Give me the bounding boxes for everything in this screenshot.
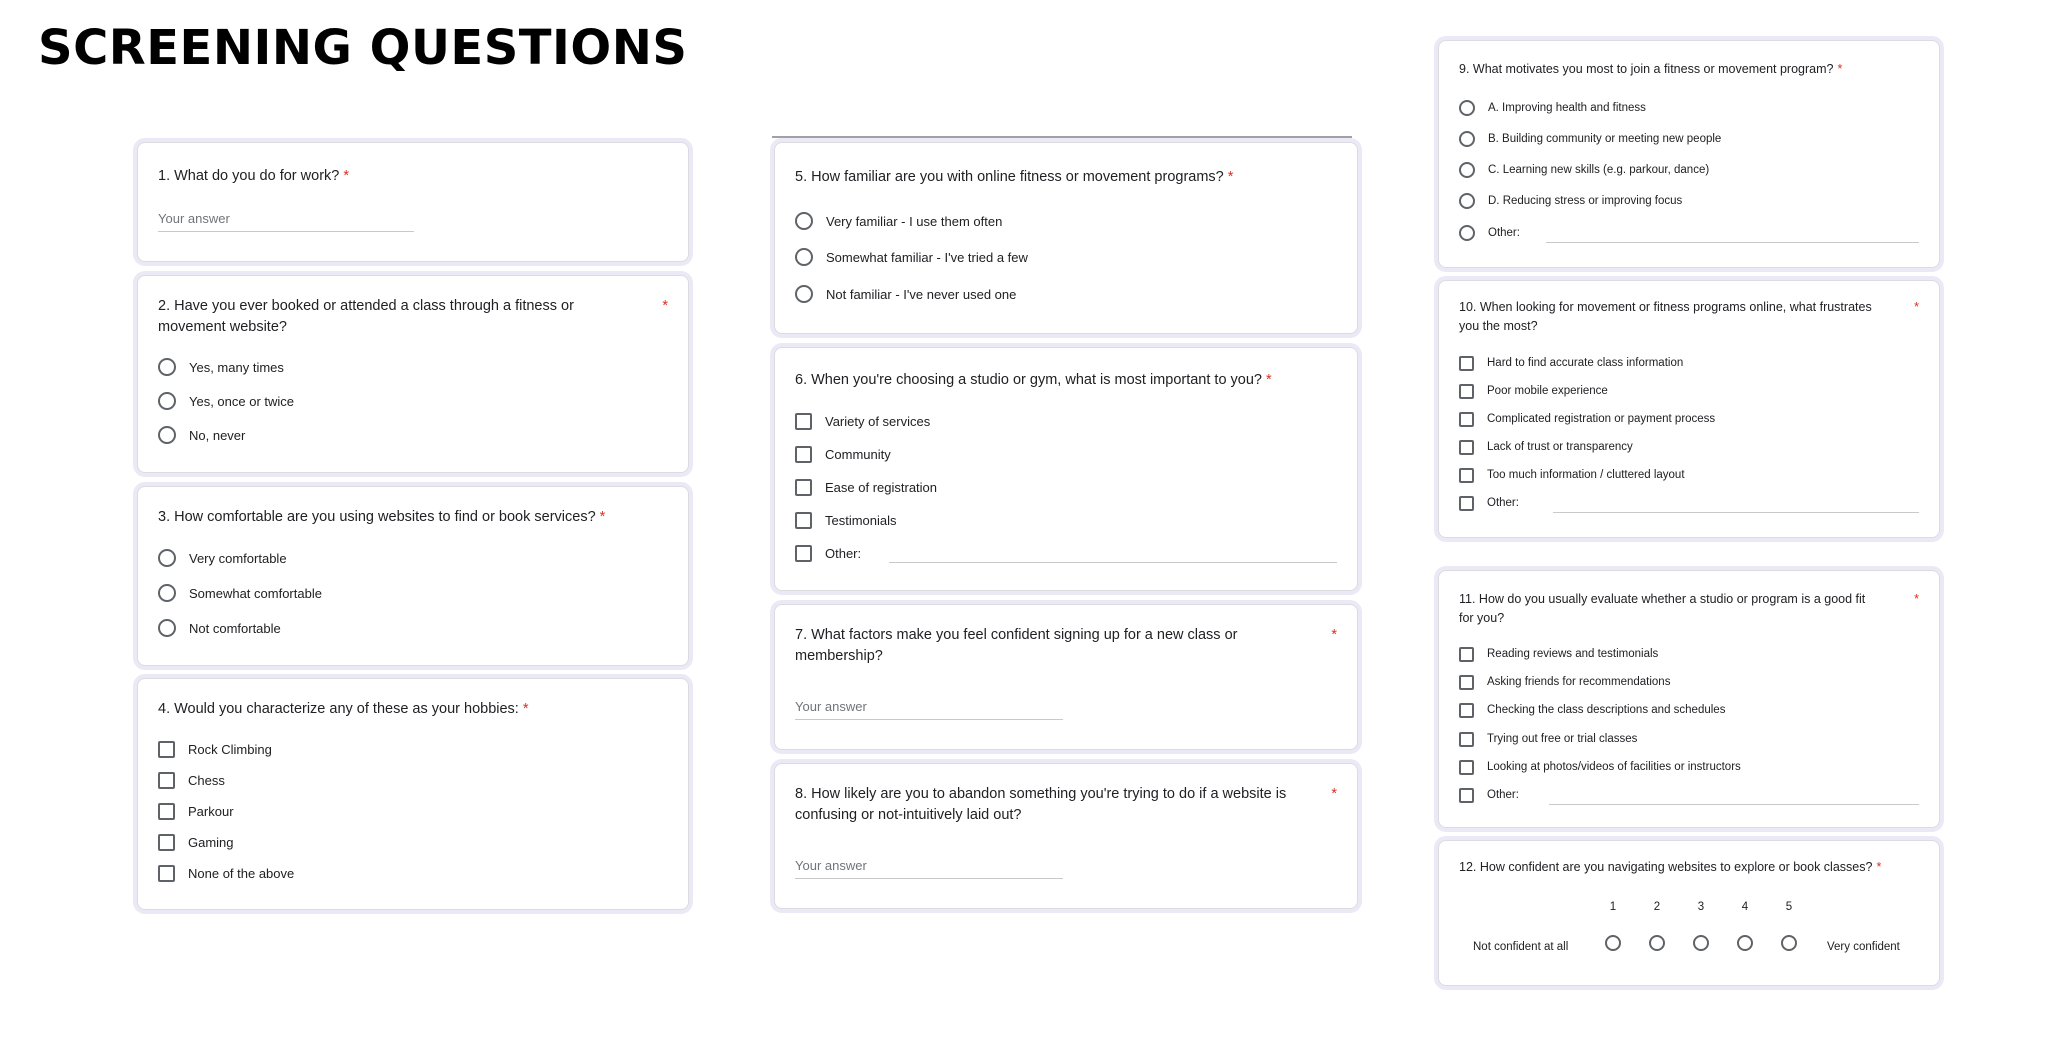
other-input[interactable] [1546, 224, 1919, 243]
checkbox-option-other[interactable]: Other: [1459, 784, 1919, 806]
question-label: 10. When looking for movement or fitness programs online, what frustrates you the most? * [1459, 300, 1919, 333]
radio-option[interactable]: D. Reducing stress or improving focus [1459, 190, 1919, 212]
question-card-3 [137, 486, 689, 666]
checkbox[interactable] [795, 512, 812, 529]
checkbox[interactable] [1459, 356, 1474, 371]
checkbox[interactable] [1459, 788, 1474, 803]
radio-button[interactable] [795, 248, 813, 266]
radio-button[interactable] [158, 426, 176, 444]
question-card-4 [137, 678, 689, 910]
radio-option[interactable]: Somewhat familiar - I've tried a few [795, 246, 1337, 268]
radio-button[interactable] [158, 392, 176, 410]
scale-number: 1 [1609, 901, 1617, 913]
question-card-2 [137, 275, 689, 473]
radio-button[interactable] [158, 619, 176, 637]
checkbox[interactable] [795, 479, 812, 496]
scale-low-label: Not confident at all [1473, 941, 1569, 953]
radio-option-other[interactable]: Other: [1459, 222, 1919, 244]
radio-button[interactable] [1459, 162, 1475, 178]
question-card-6 [774, 347, 1358, 591]
scale-radio-2[interactable] [1649, 935, 1665, 951]
scale-number: 4 [1741, 901, 1749, 913]
question-label: 5. How familiar are you with online fitness or movement programs? * [795, 169, 1234, 185]
checkbox-option[interactable]: Complicated registration or payment process [1459, 408, 1919, 430]
checkbox[interactable] [1459, 496, 1474, 511]
question-card-8 [774, 763, 1358, 909]
checkbox[interactable] [1459, 675, 1474, 690]
checkbox[interactable] [1459, 412, 1474, 427]
checkbox[interactable] [1459, 703, 1474, 718]
checkbox-option[interactable]: Trying out free or trial classes [1459, 728, 1919, 750]
checkbox-option-other[interactable]: Other: [795, 542, 1337, 564]
radio-button[interactable] [1459, 193, 1475, 209]
question-card-11 [1438, 570, 1940, 828]
page-title: SCREENING QUESTIONS [38, 20, 688, 76]
radio-button[interactable] [795, 212, 813, 230]
radio-option[interactable]: Very familiar - I use them often [795, 210, 1337, 232]
question-card-10 [1438, 280, 1940, 538]
question-label: 9. What motivates you most to join a fitness or movement program? * [1459, 62, 1843, 76]
checkbox[interactable] [1459, 440, 1474, 455]
radio-option[interactable]: Somewhat comfortable [158, 582, 668, 604]
radio-button[interactable] [795, 285, 813, 303]
checkbox-option[interactable]: Community [795, 443, 1337, 465]
radio-option[interactable]: No, never [158, 424, 668, 446]
question-card-7 [774, 604, 1358, 750]
radio-option[interactable]: Yes, once or twice [158, 390, 668, 412]
confidence-factors-input[interactable]: Your answer [795, 697, 1063, 720]
radio-button[interactable] [158, 358, 176, 376]
radio-button[interactable] [1459, 225, 1475, 241]
checkbox[interactable] [158, 803, 175, 820]
checkbox[interactable] [1459, 760, 1474, 775]
abandon-likelihood-input[interactable]: Your answer [795, 856, 1063, 879]
checkbox-option[interactable]: Gaming [158, 831, 668, 853]
checkbox-option[interactable]: Hard to find accurate class information [1459, 352, 1919, 374]
other-input[interactable] [1549, 786, 1919, 805]
checkbox-option[interactable]: Ease of registration [795, 476, 1337, 498]
checkbox-option[interactable]: Poor mobile experience [1459, 380, 1919, 402]
scale-radio-1[interactable] [1605, 935, 1621, 951]
checkbox[interactable] [158, 865, 175, 882]
checkbox[interactable] [795, 545, 812, 562]
checkbox-option[interactable]: Checking the class descriptions and schedules [1459, 699, 1919, 721]
card-top-divider [772, 136, 1352, 138]
checkbox[interactable] [795, 413, 812, 430]
scale-number: 3 [1697, 901, 1705, 913]
checkbox-option-other[interactable]: Other: [1459, 492, 1919, 514]
question-card-12 [1438, 840, 1940, 986]
scale-number: 5 [1785, 901, 1793, 913]
radio-option[interactable]: Not comfortable [158, 617, 668, 639]
radio-option[interactable]: Yes, many times [158, 356, 668, 378]
checkbox-option[interactable]: Reading reviews and testimonials [1459, 643, 1919, 665]
radio-option[interactable]: Not familiar - I've never used one [795, 283, 1337, 305]
other-input[interactable] [1553, 494, 1919, 513]
question-label: 11. How do you usually evaluate whether a studio or program is a good fit for you? * [1459, 592, 1919, 625]
work-answer-input[interactable]: Your answer [158, 209, 414, 232]
question-label: 12. How confident are you navigating websites to explore or book classes? * [1459, 860, 1882, 874]
checkbox[interactable] [158, 772, 175, 789]
question-label: 2. Have you ever booked or attended a class through a fitness or movement website? * [158, 298, 668, 335]
question-label: 1. What do you do for work? * [158, 168, 349, 184]
checkbox-option[interactable]: Too much information / cluttered layout [1459, 464, 1919, 486]
question-card-9 [1438, 40, 1940, 268]
radio-option[interactable]: C. Learning new skills (e.g. parkour, dance) [1459, 159, 1919, 181]
scale-radio-3[interactable] [1693, 935, 1709, 951]
checkbox[interactable] [1459, 384, 1474, 399]
radio-option[interactable]: A. Improving health and fitness [1459, 97, 1919, 119]
checkbox[interactable] [795, 446, 812, 463]
radio-button[interactable] [158, 584, 176, 602]
scale-high-label: Very confident [1827, 941, 1900, 953]
question-label: 7. What factors make you feel confident signing up for a new class or membership? * [795, 627, 1337, 664]
checkbox-option[interactable]: Lack of trust or transparency [1459, 436, 1919, 458]
checkbox[interactable] [158, 834, 175, 851]
scale-radio-4[interactable] [1737, 935, 1753, 951]
checkbox-option[interactable]: Parkour [158, 800, 668, 822]
radio-option[interactable]: B. Building community or meeting new people [1459, 128, 1919, 150]
checkbox[interactable] [1459, 647, 1474, 662]
question-label: 8. How likely are you to abandon something you're trying to do if a website is confusing or not-intuitively laid out? * [795, 786, 1337, 823]
checkbox[interactable] [158, 741, 175, 758]
checkbox-option[interactable]: Chess [158, 769, 668, 791]
radio-button[interactable] [1459, 131, 1475, 147]
radio-button[interactable] [1459, 100, 1475, 116]
question-card-5 [774, 142, 1358, 334]
checkbox-option[interactable]: None of the above [158, 862, 668, 884]
checkbox[interactable] [1459, 468, 1474, 483]
question-label: 3. How comfortable are you using websites to find or book services? * [158, 509, 606, 525]
question-card-1 [137, 142, 689, 262]
question-label: 6. When you're choosing a studio or gym, what is most important to you? * [795, 372, 1272, 388]
radio-button[interactable] [158, 549, 176, 567]
checkbox-option[interactable]: Rock Climbing [158, 738, 668, 760]
other-input[interactable] [889, 544, 1337, 563]
radio-option[interactable]: Very comfortable [158, 547, 668, 569]
checkbox-option[interactable]: Testimonials [795, 509, 1337, 531]
scale-radio-5[interactable] [1781, 935, 1797, 951]
checkbox-option[interactable]: Asking friends for recommendations [1459, 671, 1919, 693]
question-label: 4. Would you characterize any of these as your hobbies: * [158, 701, 529, 717]
checkbox-option[interactable]: Looking at photos/videos of facilities or instructors [1459, 756, 1919, 778]
scale-number: 2 [1653, 901, 1661, 913]
checkbox[interactable] [1459, 732, 1474, 747]
checkbox-option[interactable]: Variety of services [795, 410, 1337, 432]
